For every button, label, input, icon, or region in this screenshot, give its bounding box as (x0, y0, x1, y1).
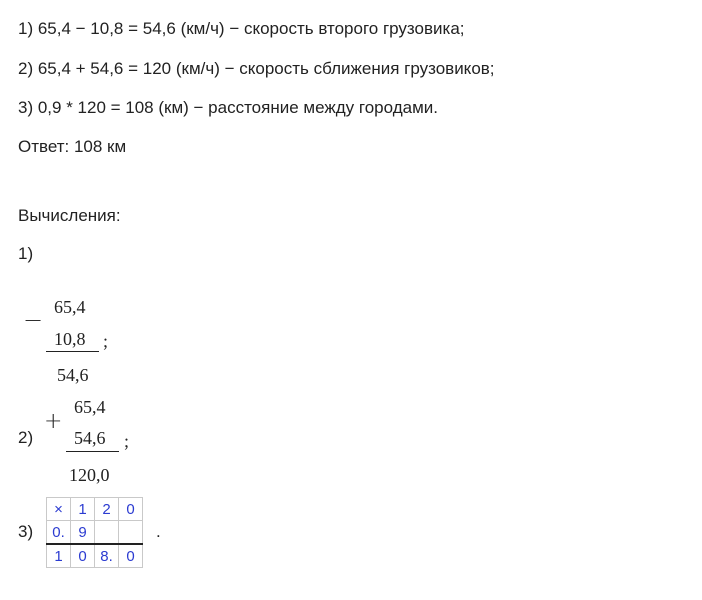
grid-cell: 1 (47, 544, 71, 568)
solution-step-1: 1) 65,4 − 10,8 = 54,6 (км/ч) − скорость второго грузовика; (18, 19, 465, 38)
semicolon-2: ; (124, 431, 130, 451)
grid-cell: 2 (95, 498, 119, 521)
final-period: . (156, 522, 161, 541)
calc-label-2: 2) (18, 428, 34, 447)
grid-cell: 8. (95, 544, 119, 568)
plus-sign: + (44, 409, 63, 434)
subtraction-rule (46, 351, 99, 352)
grid-row-multiplicand (47, 498, 143, 521)
grid-cell: 0. (47, 521, 71, 545)
grid-cell (95, 521, 119, 545)
subtrahend: 10,8 (54, 329, 86, 349)
minuend: 65,4 (54, 297, 86, 317)
solution-step-2: 2) 65,4 + 54,6 = 120 (км/ч) − скорость сближения грузовиков; (18, 59, 495, 78)
answer-line: Ответ: 108 км (18, 137, 127, 156)
minus-sign: − (23, 306, 44, 334)
calculations-heading: Вычисления: (18, 206, 121, 225)
calc-label-1: 1) (18, 244, 34, 263)
grid-cell: 0 (119, 544, 143, 568)
grid-cell: 1 (71, 498, 95, 521)
times-icon: × (47, 498, 71, 521)
grid-cell: 0 (119, 498, 143, 521)
sum: 120,0 (69, 465, 110, 485)
difference: 54,6 (57, 365, 89, 385)
grid-row-product (47, 544, 143, 568)
grid-cell: 9 (71, 521, 95, 545)
semicolon-1: ; (103, 331, 109, 351)
grid-row-multiplier (47, 521, 143, 545)
addition-rule (66, 451, 119, 452)
solution-step-3: 3) 0,9 * 120 = 108 (км) − расстояние между городами. (18, 98, 438, 117)
calc-label-3: 3) (18, 522, 34, 541)
grid-cell (119, 521, 143, 545)
addend-2: 54,6 (74, 428, 106, 448)
multiplication-grid (46, 497, 143, 568)
addend-1: 65,4 (74, 397, 106, 417)
grid-cell: 0 (71, 544, 95, 568)
